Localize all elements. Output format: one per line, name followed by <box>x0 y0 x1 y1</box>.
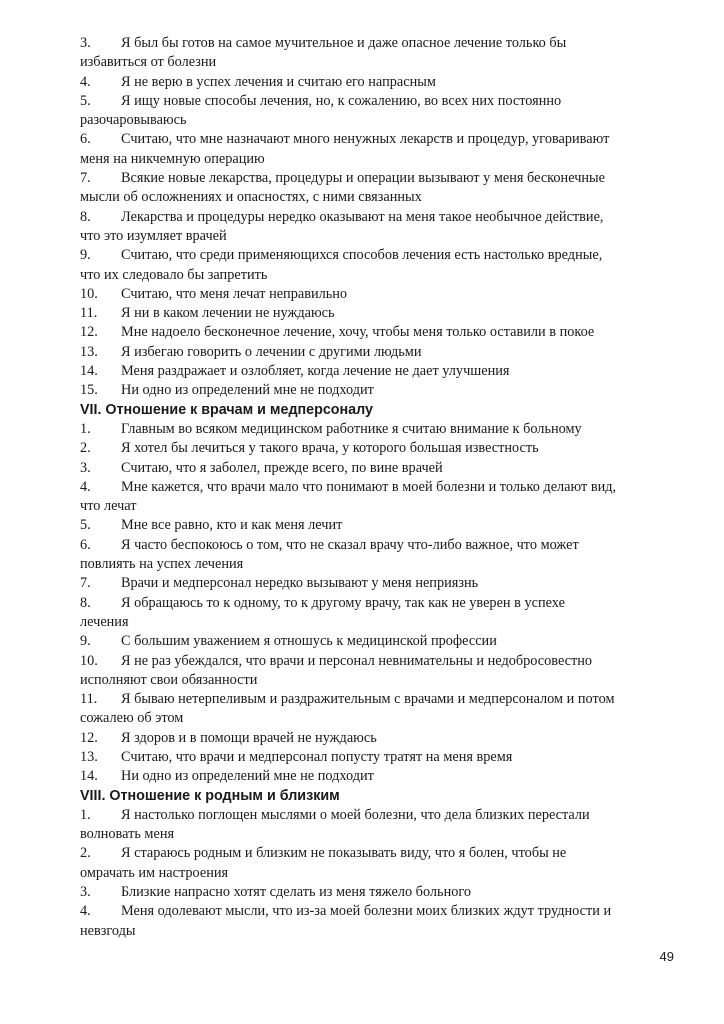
item-text-continuation: что это изумляет врачей <box>80 227 227 244</box>
list-item <box>80 748 675 767</box>
page-number: 49 <box>659 949 674 964</box>
item-text-continuation: исполняют свои обязанности <box>80 671 258 688</box>
item-number: 15. <box>80 382 98 399</box>
list-item <box>80 304 675 323</box>
list-item <box>80 285 675 304</box>
list-item <box>80 594 675 633</box>
item-number: 3. <box>80 459 91 476</box>
list-item <box>80 420 675 439</box>
list-item <box>80 690 675 729</box>
item-text: Мне кажется, что врачи мало что понимают в моей болезни и только делают вид, <box>121 478 617 495</box>
item-text: Я здоров и в помощи врачей не нуждаюсь <box>121 729 377 746</box>
item-number: 14. <box>80 768 98 785</box>
item-text: Считаю, что я заболел, прежде всего, по вине врачей <box>121 459 443 476</box>
list-item <box>80 844 675 883</box>
item-number: 9. <box>80 247 91 264</box>
list-item <box>80 806 675 845</box>
item-text: Я ищу новые способы лечения, но, к сожалению, во всех них постоянно <box>121 92 562 109</box>
list-item <box>80 362 675 381</box>
item-text: Я обращаюсь то к одному, то к другому врачу, так как не уверен в успехе <box>121 594 565 611</box>
list-item <box>80 439 675 458</box>
item-text-continuation: невзгоды <box>80 922 136 939</box>
list-item <box>80 92 675 131</box>
item-number: 6. <box>80 536 91 553</box>
list-item <box>80 459 675 478</box>
item-number: 2. <box>80 845 91 862</box>
list-item <box>80 902 675 941</box>
section-6-list <box>80 34 675 401</box>
item-text-continuation: мысли об осложнениях и опасностях, с ними связанных <box>80 189 422 206</box>
list-item <box>80 516 675 535</box>
item-text-continuation: разочаровываюсь <box>80 112 187 129</box>
item-number: 6. <box>80 131 91 148</box>
item-text-continuation: меня на никчемную операцию <box>80 150 265 167</box>
list-item <box>80 652 675 691</box>
item-number: 4. <box>80 478 91 495</box>
item-number: 12. <box>80 729 98 746</box>
item-text: Ни одно из определений мне не подходит <box>121 768 374 785</box>
item-number: 11. <box>80 691 98 708</box>
list-item <box>80 381 675 400</box>
list-item <box>80 246 675 285</box>
item-number: 4. <box>80 73 91 90</box>
item-text-continuation: избавиться от болезни <box>80 54 217 71</box>
item-number: 8. <box>80 594 91 611</box>
item-number: 5. <box>80 92 91 109</box>
item-number: 7. <box>80 575 91 592</box>
section-8-list <box>80 806 675 941</box>
item-text: Считаю, что меня лечат неправильно <box>121 285 348 302</box>
item-text: Меня раздражает и озлобляет, когда лечение не дает улучшения <box>121 363 510 380</box>
list-item <box>80 169 675 208</box>
item-number: 1. <box>80 806 91 823</box>
item-text: С большим уважением я отношусь к медицинской профессии <box>121 633 497 650</box>
list-item <box>80 478 675 517</box>
list-item <box>80 130 675 169</box>
item-number: 4. <box>80 903 91 920</box>
item-text: Я не раз убеждался, что врачи и персонал невнимательны и недобросовестно <box>121 652 593 669</box>
item-text: Меня одолевают мысли, что из-за моей болезни моих близких ждут трудности и <box>121 903 612 920</box>
item-text: Я избегаю говорить о лечении с другими людьми <box>121 343 422 360</box>
item-text: Я стараюсь родным и близким не показывать виду, что я болен, чтобы не <box>121 845 567 862</box>
section-7-list <box>80 420 675 787</box>
item-number: 10. <box>80 285 98 302</box>
item-text: Считаю, что среди применяющихся способов лечения есть настолько вредные, <box>121 247 603 264</box>
section-7-heading: VII. Отношение к врачам и медперсоналу <box>80 401 373 418</box>
list-item <box>80 632 675 651</box>
item-text-continuation: что их следовало бы запретить <box>80 266 268 283</box>
item-text: Считаю, что мне назначают много ненужных лекарств и процедур, уговаривают <box>121 131 610 148</box>
item-number: 10. <box>80 652 98 669</box>
item-text: Я хотел бы лечиться у такого врача, у которого большая известность <box>121 440 539 457</box>
item-text: Близкие напрасно хотят сделать из меня тяжело больного <box>121 884 472 901</box>
item-text-continuation: сожалею об этом <box>80 710 184 727</box>
item-text: Я не верю в успех лечения и считаю его напрасным <box>121 73 436 90</box>
item-text-continuation: волновать меня <box>80 826 175 843</box>
section-8-heading: VIII. Отношение к родным и близким <box>80 787 340 804</box>
item-number: 7. <box>80 170 91 187</box>
item-text: Мне все равно, кто и как меня лечит <box>121 517 343 534</box>
list-item <box>80 536 675 575</box>
item-text-continuation: омрачать им настроения <box>80 864 229 881</box>
item-number: 1. <box>80 420 91 437</box>
item-text: Лекарства и процедуры нередко оказывают на меня такое необычное действие, <box>121 208 604 225</box>
item-text: Всякие новые лекарства, процедуры и операции вызывают у меня бесконечные <box>121 170 605 187</box>
item-text: Я бываю нетерпеливым и раздражительным с врачами и медперсоналом и потом <box>121 691 615 708</box>
list-item <box>80 574 675 593</box>
list-item <box>80 323 675 342</box>
list-item <box>80 73 675 92</box>
item-text: Мне надоело бесконечное лечение, хочу, чтобы меня только оставили в покое <box>121 324 595 341</box>
list-item <box>80 34 675 73</box>
list-item <box>80 883 675 902</box>
item-text: Считаю, что врачи и медперсонал попусту тратят на меня время <box>121 748 513 765</box>
item-number: 8. <box>80 208 91 225</box>
item-text: Ни одно из определений мне не подходит <box>121 382 374 399</box>
item-number: 3. <box>80 35 91 51</box>
item-number: 9. <box>80 633 91 650</box>
list-item <box>80 767 675 786</box>
list-item <box>80 208 675 247</box>
item-text: Я настолько поглощен мыслями о моей болезни, что дела близких перестали <box>121 806 590 823</box>
item-text-continuation: повлиять на успех лечения <box>80 556 244 573</box>
item-number: 11. <box>80 305 98 322</box>
item-text-continuation: что лечат <box>80 498 137 515</box>
item-text: Я ни в каком лечении не нуждаюсь <box>121 305 335 322</box>
item-number: 13. <box>80 343 98 360</box>
document-page <box>80 34 675 941</box>
list-item <box>80 343 675 362</box>
item-number: 12. <box>80 324 98 341</box>
item-number: 5. <box>80 517 91 534</box>
item-number: 2. <box>80 440 91 457</box>
list-item <box>80 729 675 748</box>
item-text: Врачи и медперсонал нередко вызывают у меня неприязнь <box>121 575 479 592</box>
item-text: Я был бы готов на самое мучительное и даже опасное лечение только бы <box>121 35 567 51</box>
item-text-continuation: лечения <box>80 613 129 630</box>
item-text: Главным во всяком медицинском работнике я считаю внимание к больному <box>121 420 582 437</box>
item-number: 13. <box>80 748 98 765</box>
item-number: 14. <box>80 363 98 380</box>
item-number: 3. <box>80 884 91 901</box>
item-text: Я часто беспокоюсь о том, что не сказал врачу что-либо важное, что может <box>121 536 579 553</box>
